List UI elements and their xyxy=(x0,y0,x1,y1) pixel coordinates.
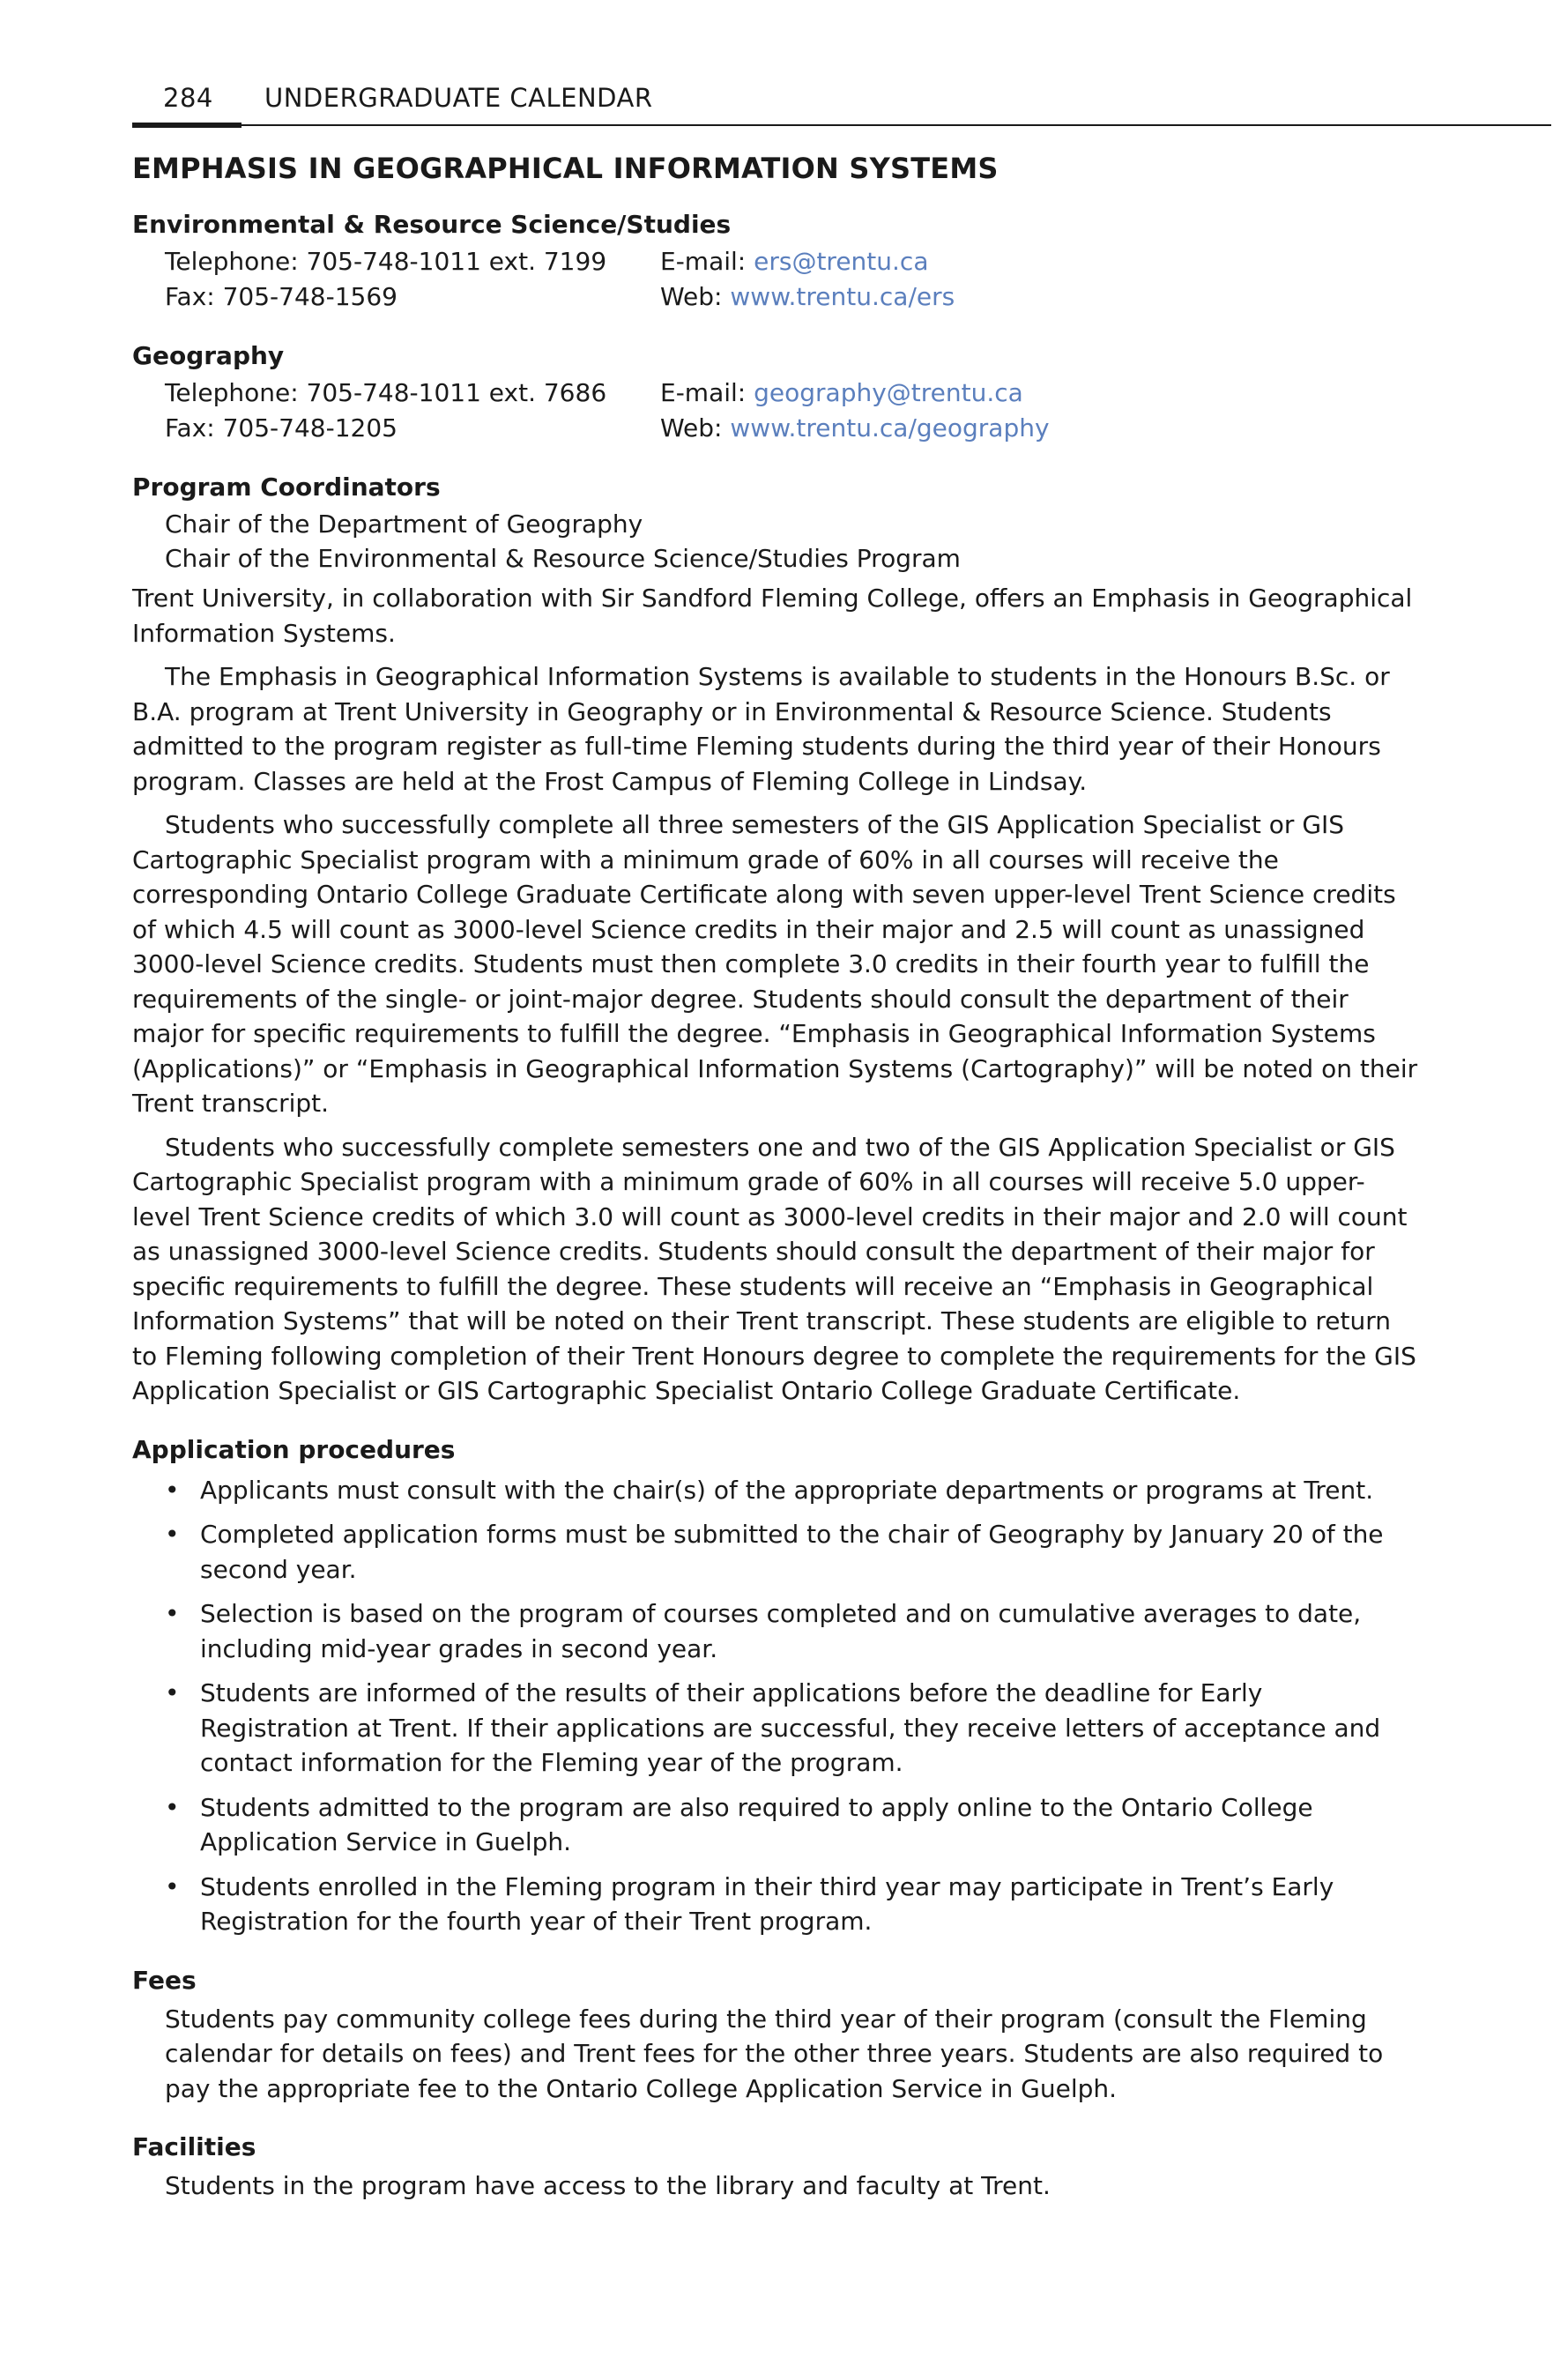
web-line xyxy=(660,279,955,315)
page-number-bar xyxy=(132,123,241,128)
list-item: • Applicants must consult with the chair(s) of the appropriate departments or programs at Trent. xyxy=(165,1473,1419,1508)
facilities-heading: Facilities xyxy=(132,2132,256,2161)
paragraph: Trent University, in collaboration with Sir Sandford Fleming College, offers an Emphasis in Geographical Information Systems. xyxy=(132,584,1413,648)
department-heading: Geography xyxy=(132,341,285,370)
paragraph: The Emphasis in Geographical Information Systems is available to students in the Honours B.Sc. or B.A. program at Trent University in Geography or in Environmental & Resource Science. Students admitted to the program register as full-time Fleming students during the third year of their Honours program. Classes are held at the Frost Campus of Fleming College in Lindsay. xyxy=(132,662,1390,796)
running-head xyxy=(132,81,1419,125)
application-heading: Application procedures xyxy=(132,1434,456,1464)
telephone: Telephone: 705-748-1011 ext. 7686 xyxy=(165,378,607,407)
page-title: EMPHASIS IN GEOGRAPHICAL INFORMATION SYSTEMS xyxy=(132,152,999,185)
contact-block-ers xyxy=(132,210,1419,315)
bullet-icon: • xyxy=(165,1678,180,1707)
page-number: 284 xyxy=(163,83,213,113)
contact-block-geography xyxy=(132,341,1419,446)
running-title: UNDERGRADUATE CALENDAR xyxy=(264,83,653,113)
email-line xyxy=(660,376,1023,411)
bullet-icon: • xyxy=(165,1520,180,1549)
fees-text: Students pay community college fees during the third year of their program (consult the Fleming calendar for details on fees) and Trent fees for the other three years. Students are also required to pay the appropriate fee to the Ontario College Application Service in Guelph. xyxy=(165,2004,1384,2103)
fax: Fax: 705-748-1205 xyxy=(165,413,398,443)
fees-heading: Fees xyxy=(132,1965,197,1995)
email-link[interactable]: ers@trentu.ca xyxy=(754,247,929,276)
department-heading: Environmental & Resource Science/Studies xyxy=(132,210,732,239)
paragraph: Students who successfully complete semesters one and two of the GIS Application Specialist or GIS Cartographic Specialist program with a minimum grade of 60% in all courses will receive 5.0 upper-level Trent Science credits of which 3.0 will count as 3000-level credits in their major and 2.0 will count as unassigned 3000-level Science credits. Students should consult the department of their major for specific requirements to fulfill the degree. These students will receive an “Emphasis in Geographical Information Systems” that will be noted on their Trent transcript. These students are eligible to return to Fleming following completion of their Trent Honours degree to complete the requirements for the GIS Application Specialist or GIS Cartographic Specialist Ontario College Graduate Certificate. xyxy=(132,1132,1416,1405)
web-line xyxy=(660,411,1050,446)
fees-section xyxy=(132,1966,1419,2107)
list-item: • Students are informed of the results of their applications before the deadline for Early Registration at Trent. If their applications are successful, they receive letters of acceptance and contact information for the Fleming year of the program. xyxy=(165,1676,1419,1781)
bullet-icon: • xyxy=(165,1475,180,1505)
bullet-icon: • xyxy=(165,1792,180,1822)
facilities-section xyxy=(132,2132,1419,2204)
web-label: Web: xyxy=(660,282,731,311)
email-label: E-mail: xyxy=(660,247,754,276)
facilities-text: Students in the program have access to the library and faculty at Trent. xyxy=(165,2171,1051,2200)
list-item: • Students admitted to the program are also required to apply online to the Ontario College Application Service in Guelph. xyxy=(165,1790,1419,1860)
coordinators-heading: Program Coordinators xyxy=(132,472,441,502)
coordinator-line: Chair of the Department of Geography xyxy=(165,509,643,539)
list-item: • Selection is based on the program of courses completed and on cumulative averages to date, including mid-year grades in second year. xyxy=(165,1596,1419,1666)
application-list xyxy=(132,1473,1419,1939)
header-rule xyxy=(241,124,1551,126)
list-item: • Students enrolled in the Fleming program in their third year may participate in Trent’s Early Registration for the fourth year of their Trent program. xyxy=(165,1870,1419,1939)
bullet-icon: • xyxy=(165,1599,180,1628)
telephone: Telephone: 705-748-1011 ext. 7199 xyxy=(165,247,607,276)
fax: Fax: 705-748-1569 xyxy=(165,282,398,311)
page-content xyxy=(132,152,1419,2204)
coordinator-line: Chair of the Environmental & Resource Science/Studies Program xyxy=(165,544,961,573)
email-label: E-mail: xyxy=(660,378,754,407)
web-label: Web: xyxy=(660,413,731,443)
application-procedures xyxy=(132,1435,1419,1939)
body-text xyxy=(132,581,1419,1409)
list-item: • Completed application forms must be submitted to the chair of Geography by January 20 of the second year. xyxy=(165,1517,1419,1587)
email-line xyxy=(660,244,928,279)
paragraph: Students who successfully complete all three semesters of the GIS Application Specialist or GIS Cartographic Specialist program with a minimum grade of 60% in all courses will receive the corresponding Ontario College Graduate Certificate along with seven upper-level Trent Science credits of which 4.5 will count as 3000-level Science credits in their major and 2.5 will count as unassigned 3000-level Science credits. Students must then complete 3.0 credits in their fourth year to fulfill the requirements of the single- or joint-major degree. Students should consult the department of their major for specific requirements to fulfill the degree. “Emphasis in Geographical Information Systems (Applications)” or “Emphasis in Geographical Information Systems (Cartography)” will be noted on their Trent transcript. xyxy=(132,810,1418,1118)
email-link[interactable]: geography@trentu.ca xyxy=(754,378,1023,407)
coordinators-block xyxy=(132,472,1419,576)
web-link[interactable]: www.trentu.ca/geography xyxy=(730,413,1050,443)
web-link[interactable]: www.trentu.ca/ers xyxy=(730,282,955,311)
bullet-icon: • xyxy=(165,1871,180,1901)
